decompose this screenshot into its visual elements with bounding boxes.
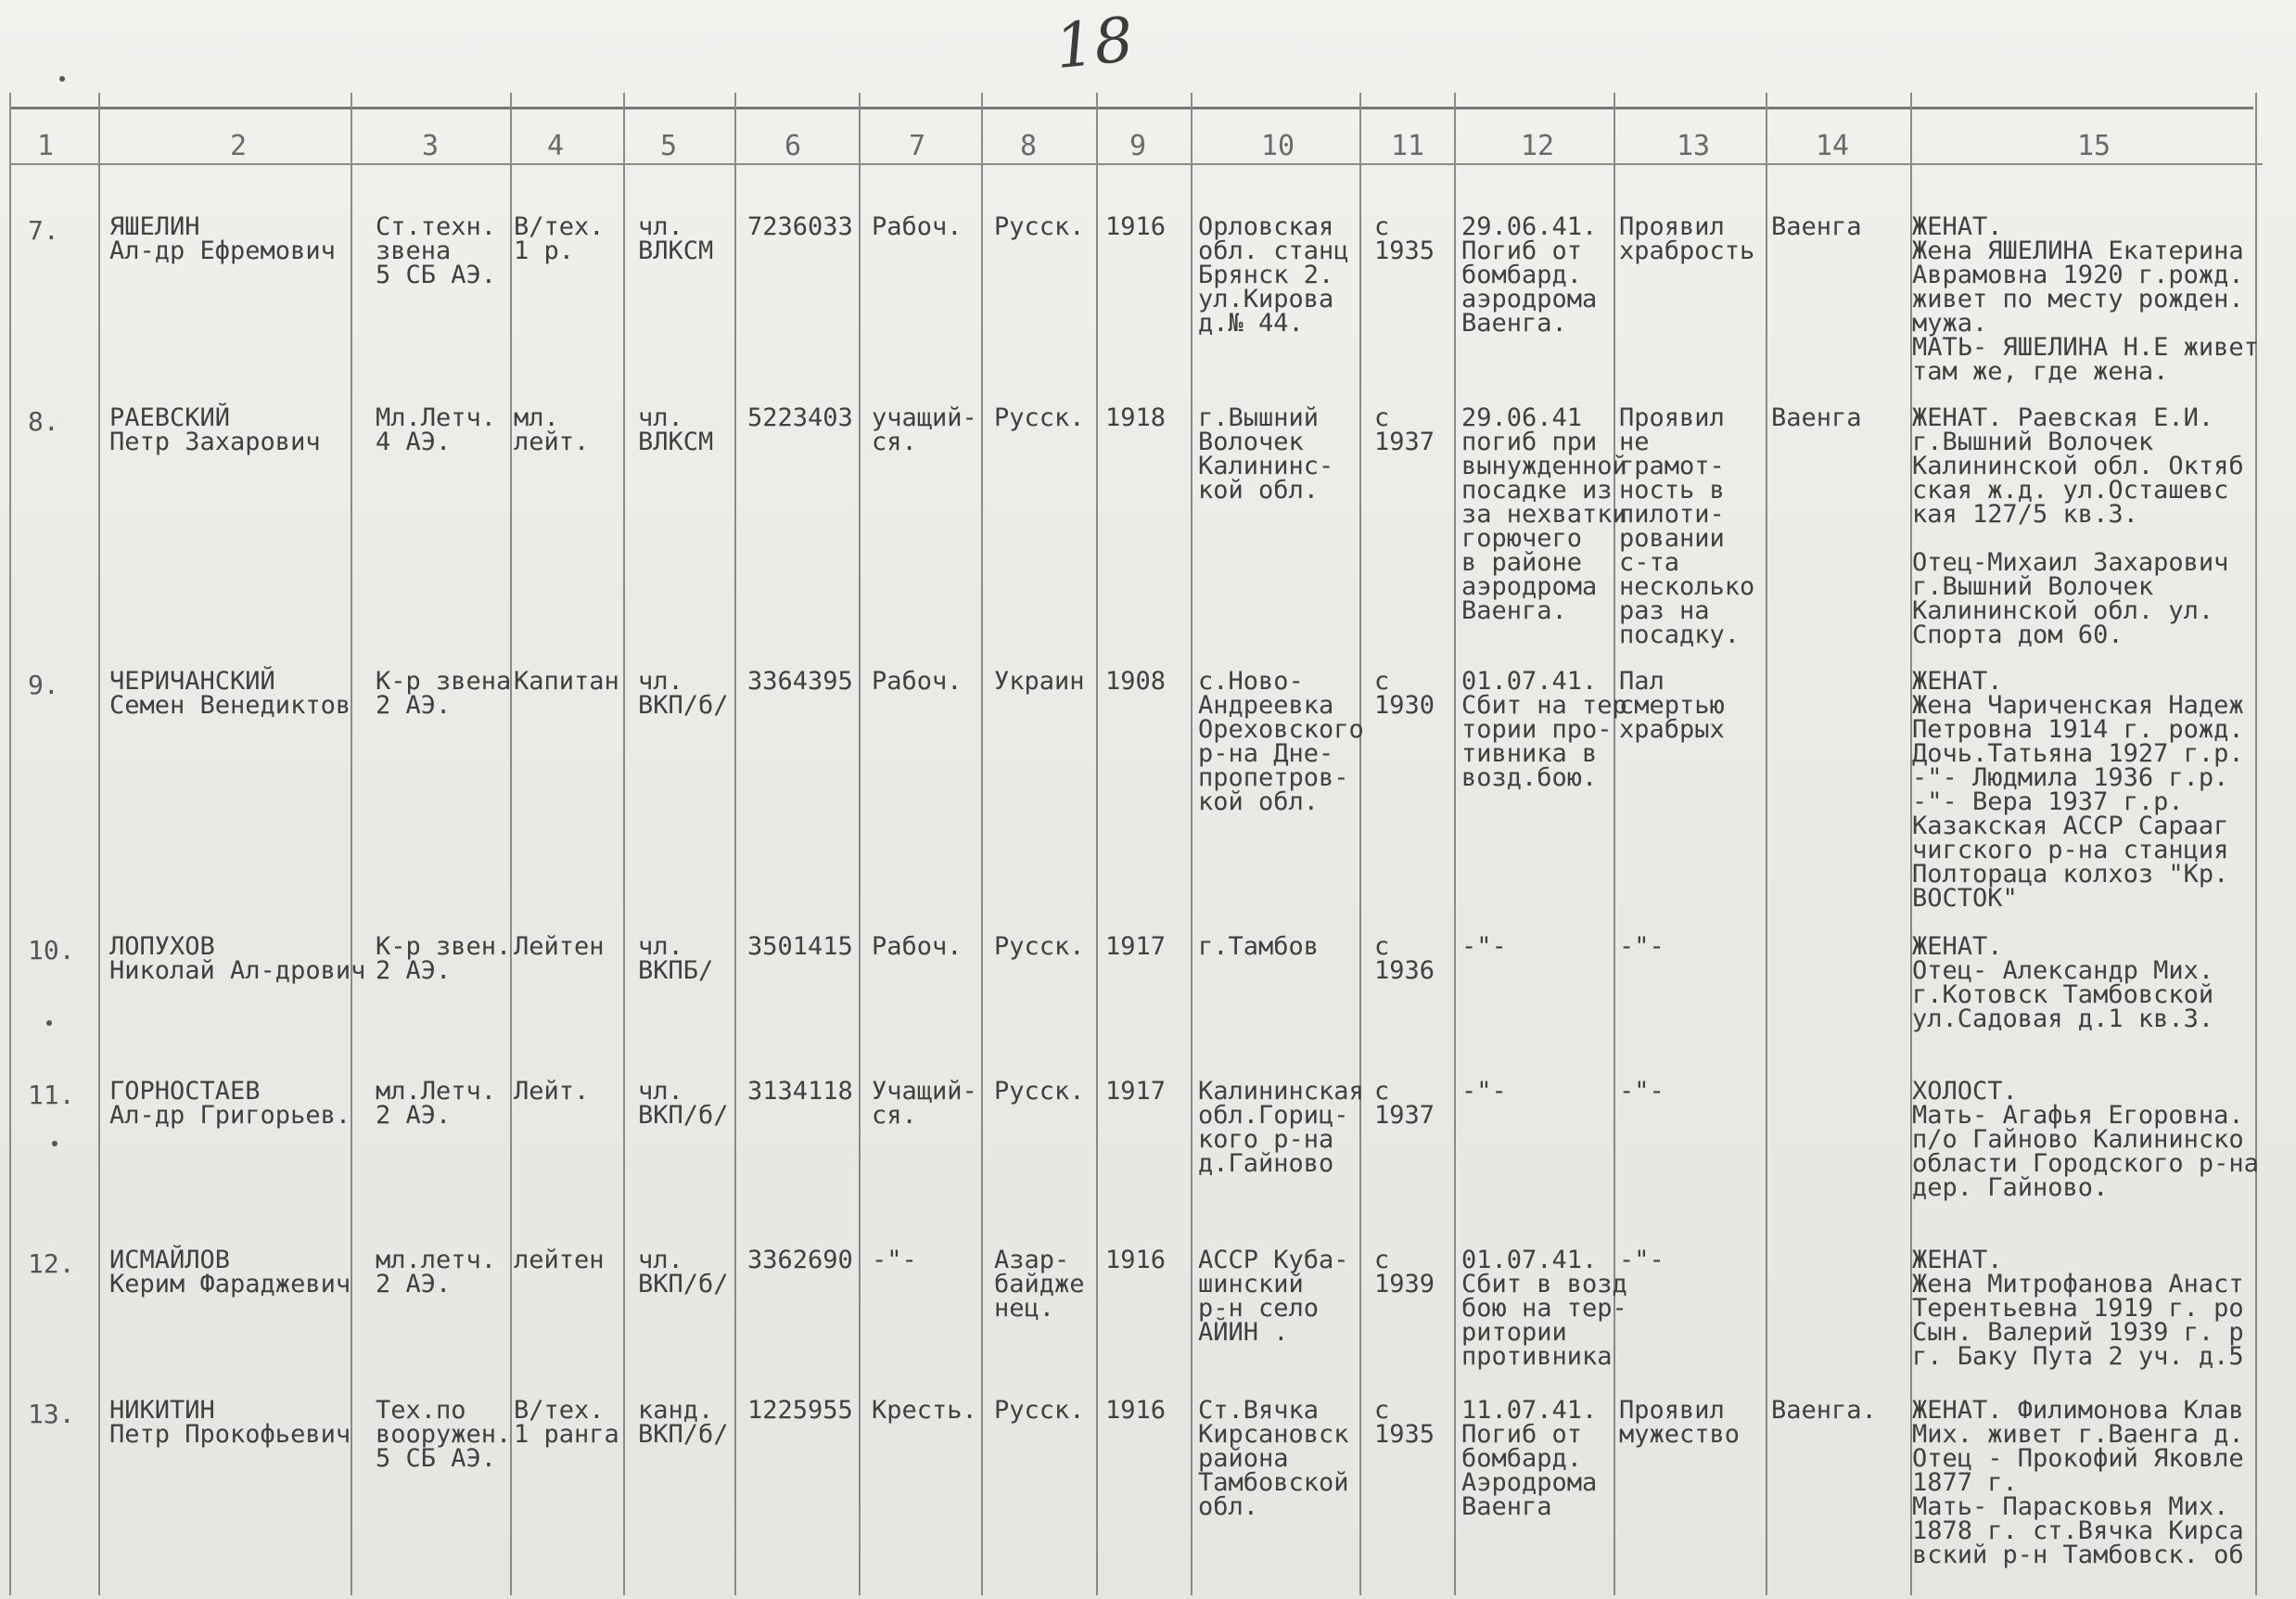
record-2-family: ЖЕНАТ. Жена Чариченская Надеж Петровна 1914 г. рожд. Дочь.Татьяна 1927 г.р. -"- Людмила 1936 г.р. -"- Вера 1937 г.р. Казакская АССР Сарааг чигского р-на станция Полтораца колхоз "Кр. ВОСТОК" xyxy=(1912,667,2244,913)
record-3-merit: -"- xyxy=(1619,932,1665,961)
record-3-rank: Лейтен xyxy=(514,932,605,961)
record-4-name: ГОРНОСТАЕВ Ал-др Григорьев. xyxy=(109,1077,351,1130)
record-2-birthplace: с.Ново- Андреевка Ореховского р-на Дне- пропетров- кой обл. xyxy=(1198,667,1364,816)
record-6-nation: Русск. xyxy=(994,1396,1085,1425)
record-5-family: ЖЕНАТ. Жена Митрофанова Анаст Терентьевна 1919 г. ро Сын. Валерий 1939 г. р г. Баку Пута 2 уч. д.5 xyxy=(1912,1246,2244,1371)
record-3-social: Рабоч. xyxy=(872,932,963,961)
record-0-party: чл. ВЛКСМ xyxy=(638,212,714,265)
column-divider xyxy=(623,93,625,1595)
record-6-name: НИКИТИН Петр Прокофьевич xyxy=(109,1396,351,1449)
record-5-year: 1916 xyxy=(1105,1246,1167,1274)
record-4-rank: Лейт. xyxy=(514,1077,590,1106)
record-4-year: 1917 xyxy=(1105,1077,1167,1106)
column-divider xyxy=(859,93,861,1595)
column-number-9: 9 xyxy=(1129,130,1147,162)
record-3-service: с 1936 xyxy=(1374,932,1435,985)
record-4-birthplace: Калининская обл.Гориц- кого р-на д.Гайново xyxy=(1198,1077,1364,1178)
record-5-doc: 3362690 xyxy=(747,1246,853,1274)
record-6-service: с 1935 xyxy=(1374,1396,1435,1449)
record-3-name: ЛОПУХОВ Николай Ал-дрович xyxy=(109,932,366,985)
record-2-num: 9. xyxy=(28,670,59,700)
record-5-num: 12. xyxy=(28,1248,75,1279)
record-4-family: ХОЛОСТ. Мать- Агафья Егоровна. п/о Гайново Калининско области Городского р-на дер. Гайново. xyxy=(1912,1077,2259,1202)
page-number: 18 xyxy=(1052,3,1137,83)
column-divider xyxy=(98,93,100,1595)
record-5-circumstances: 01.07.41. Сбит в возд бою на тер- ритории противника xyxy=(1461,1246,1627,1371)
record-4-doc: 3134118 xyxy=(747,1077,853,1106)
record-2-nation: Украин xyxy=(994,667,1085,696)
record-4-position: мл.Летч. 2 АЭ. xyxy=(376,1077,497,1130)
record-5-rank: лейтен xyxy=(514,1246,605,1274)
margin-mark xyxy=(59,76,65,82)
record-5-position: мл.летч. 2 АЭ. xyxy=(376,1246,497,1298)
record-5-birthplace: АССР Куба- шинский р-н село АЙИН . xyxy=(1198,1246,1349,1347)
column-number-15: 15 xyxy=(2077,130,2111,162)
record-2-party: чл. ВКП/б/ xyxy=(638,667,729,720)
record-3-num: 10. xyxy=(28,935,75,966)
record-6-rank: В/тех. 1 ранга xyxy=(514,1396,619,1449)
column-divider xyxy=(510,93,512,1595)
record-0-name: ЯШЕЛИН Ал-др Ефремович xyxy=(109,212,336,265)
record-2-circumstances: 01.07.41. Сбит на тер тории про- тивника в возд.бою. xyxy=(1461,667,1627,792)
column-divider xyxy=(1096,93,1098,1595)
record-6-family: ЖЕНАТ. Филимонова Клав Мих. живет г.Ваенга д. Отец - Прокофий Яковле 1877 г. Мать- Парасковья Мих. 1878 г. ст.Вячка Кирса вский р-н Тамбовск. об xyxy=(1912,1396,2244,1569)
record-6-position: Тех.по вооружен. 5 СБ АЭ. xyxy=(376,1396,512,1473)
record-1-family: ЖЕНАТ. Раевская Е.И. г.Вышний Волочек Калининской обл. Октяб ская ж.д. ул.Осташевс кая 127/5 кв.3. Отец-Михаил Захарович г.Вышний Волочек Калининской обл. ул. Спорта дом 60. xyxy=(1912,403,2244,649)
record-0-nation: Русск. xyxy=(994,212,1085,241)
record-3-birthplace: г.Тамбов xyxy=(1198,932,1320,961)
record-1-doc: 5223403 xyxy=(747,403,853,432)
record-4-social: Учащий- ся. xyxy=(872,1077,977,1130)
margin-mark xyxy=(52,1141,57,1146)
record-6-doc: 1225955 xyxy=(747,1396,853,1425)
record-3-circumstances: -"- xyxy=(1461,932,1507,961)
column-number-7: 7 xyxy=(909,130,926,162)
column-divider xyxy=(1614,93,1615,1595)
record-1-party: чл. ВЛКСМ xyxy=(638,403,714,456)
record-0-birthplace: Орловская обл. станц Брянск 2. ул.Кирова д.№ 44. xyxy=(1198,212,1349,338)
record-3-position: К-р звен. 2 АЭ. xyxy=(376,932,512,985)
record-3-year: 1917 xyxy=(1105,932,1167,961)
record-5-merit: -"- xyxy=(1619,1246,1665,1274)
record-1-social: учащий- ся. xyxy=(872,403,977,456)
record-6-burial: Ваенга. xyxy=(1771,1396,1877,1425)
header-rule xyxy=(9,163,2263,165)
record-0-circumstances: 29.06.41. Погиб от бомбард. аэродрома Ваенга. xyxy=(1461,212,1598,338)
record-4-num: 11. xyxy=(28,1080,75,1110)
record-1-merit: Проявил не грамот- ность в пилоти- ровании с-та несколько раз на посадку. xyxy=(1619,403,1755,649)
record-1-position: Мл.Летч. 4 АЭ. xyxy=(376,403,497,456)
column-number-8: 8 xyxy=(1020,130,1038,162)
column-number-13: 13 xyxy=(1677,130,1711,162)
column-number-1: 1 xyxy=(37,130,55,162)
record-1-nation: Русск. xyxy=(994,403,1085,432)
record-0-year: 1916 xyxy=(1105,212,1167,241)
record-4-service: с 1937 xyxy=(1374,1077,1435,1130)
column-divider xyxy=(1359,93,1361,1595)
record-4-party: чл. ВКП/б/ xyxy=(638,1077,729,1130)
record-6-circumstances: 11.07.41. Погиб от бомбард. Аэродрома Ваенга xyxy=(1461,1396,1598,1521)
record-0-family: ЖЕНАТ. Жена ЯШЕЛИНА Екатерина Аврамовна 1920 г.рожд. живет по месту рожден. мужа. МАТЬ- ЯШЕЛИНА Н.Е живет там же, где жена. xyxy=(1912,212,2259,386)
column-number-4: 4 xyxy=(547,130,565,162)
record-0-doc: 7236033 xyxy=(747,212,853,241)
column-divider xyxy=(351,93,352,1595)
column-number-12: 12 xyxy=(1521,130,1555,162)
record-1-name: РАЕВСКИЙ Петр Захарович xyxy=(109,403,321,456)
column-divider xyxy=(734,93,736,1595)
top-rule xyxy=(9,107,2253,109)
record-0-position: Ст.техн. звена 5 СБ АЭ. xyxy=(376,212,497,289)
record-2-service: с 1930 xyxy=(1374,667,1435,720)
record-2-name: ЧЕРИЧАНСКИЙ Семен Венедиктов xyxy=(109,667,351,720)
record-0-social: Рабоч. xyxy=(872,212,963,241)
record-3-nation: Русск. xyxy=(994,932,1085,961)
record-6-merit: Проявил мужество xyxy=(1619,1396,1741,1449)
record-0-service: с 1935 xyxy=(1374,212,1435,265)
record-6-year: 1916 xyxy=(1105,1396,1167,1425)
record-0-num: 7. xyxy=(28,215,59,246)
record-3-party: чл. ВКПБ/ xyxy=(638,932,714,985)
column-divider xyxy=(1191,93,1193,1595)
record-4-circumstances: -"- xyxy=(1461,1077,1507,1106)
record-2-rank: Капитан xyxy=(514,667,619,696)
record-2-position: К-р звена 2 АЭ. xyxy=(376,667,512,720)
record-0-burial: Ваенга xyxy=(1771,212,1862,241)
record-2-social: Рабоч. xyxy=(872,667,963,696)
record-6-party: канд. ВКП/б/ xyxy=(638,1396,729,1449)
record-2-doc: 3364395 xyxy=(747,667,853,696)
column-divider xyxy=(1454,93,1456,1595)
record-3-doc: 3501415 xyxy=(747,932,853,961)
column-number-3: 3 xyxy=(422,130,440,162)
column-number-14: 14 xyxy=(1816,130,1850,162)
record-1-rank: мл. лейт. xyxy=(514,403,590,456)
record-4-nation: Русск. xyxy=(994,1077,1085,1106)
column-divider xyxy=(9,93,11,1595)
record-0-merit: Проявил храбрость xyxy=(1619,212,1755,265)
record-6-num: 13. xyxy=(28,1399,75,1429)
column-divider xyxy=(1766,93,1767,1595)
record-5-party: чл. ВКП/б/ xyxy=(638,1246,729,1298)
column-number-2: 2 xyxy=(230,130,248,162)
record-1-burial: Ваенга xyxy=(1771,403,1862,432)
record-2-merit: Пал смертью храбрых xyxy=(1619,667,1725,744)
record-1-circumstances: 29.06.41 погиб при вынужденной посадке из за нехватки горючего в районе аэродрома Ваенга. xyxy=(1461,403,1627,625)
column-number-6: 6 xyxy=(784,130,802,162)
record-6-birthplace: Ст.Вячка Кирсановск района Тамбовской обл. xyxy=(1198,1396,1349,1521)
record-5-name: ИСМАЙЛОВ Керим Фараджевич xyxy=(109,1246,351,1298)
column-number-5: 5 xyxy=(660,130,678,162)
record-2-year: 1908 xyxy=(1105,667,1167,696)
column-number-10: 10 xyxy=(1261,130,1295,162)
record-5-service: с 1939 xyxy=(1374,1246,1435,1298)
record-0-rank: В/тех. 1 р. xyxy=(514,212,605,265)
margin-mark xyxy=(46,1020,52,1026)
record-1-year: 1918 xyxy=(1105,403,1167,432)
record-3-family: ЖЕНАТ. Отец- Александр Мих. г.Котовск Тамбовской ул.Садовая д.1 кв.3. xyxy=(1912,932,2214,1033)
record-1-service: с 1937 xyxy=(1374,403,1435,456)
column-number-11: 11 xyxy=(1391,130,1425,162)
record-6-social: Кресть. xyxy=(872,1396,977,1425)
record-1-num: 8. xyxy=(28,406,59,437)
column-divider xyxy=(981,93,983,1595)
record-4-merit: -"- xyxy=(1619,1077,1665,1106)
record-5-social: -"- xyxy=(872,1246,917,1274)
record-5-nation: Азар- байдже нец. xyxy=(994,1246,1085,1323)
record-1-birthplace: г.Вышний Волочек Калининс- кой обл. xyxy=(1198,403,1334,505)
